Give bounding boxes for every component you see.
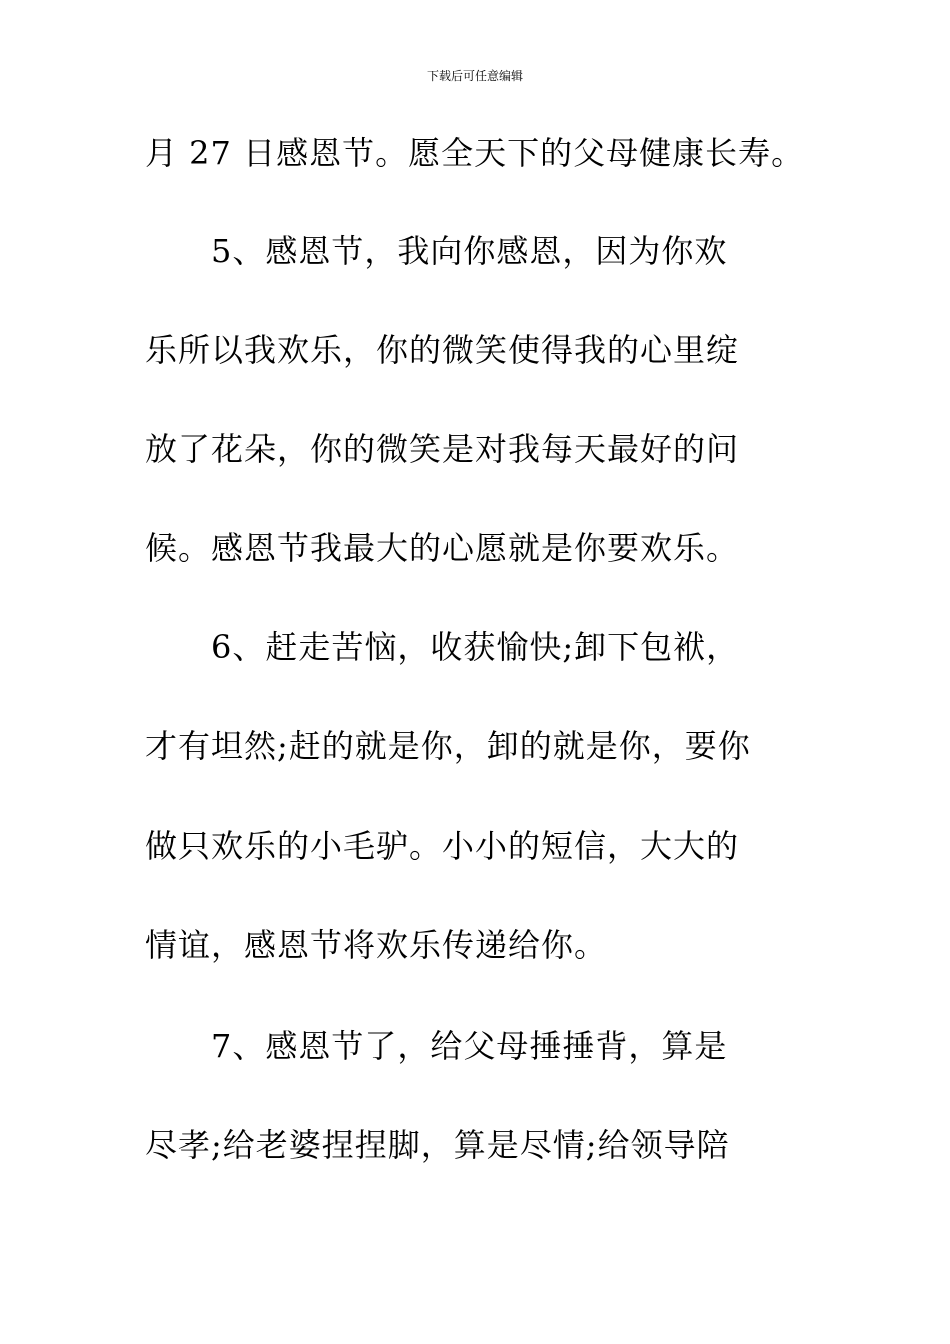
text-line: 才有坦然;赶的就是你，卸的就是你，要你 [145,727,751,765]
text-line: 做只欢乐的小毛驴。小小的短信，大大的 [145,827,740,865]
text-line: 7、感恩节了，给父母捶捶背，算是 [145,1027,728,1065]
text-line: 5、感恩节，我向你感恩，因为你欢 [145,232,728,270]
text-line: 候。感恩节我最大的心愿就是你要欢乐。 [145,529,740,567]
text-line: 乐所以我欢乐，你的微笑使得我的心里绽 [145,331,740,369]
text-line: 情谊，感恩节将欢乐传递给你。 [145,926,608,964]
header-note: 下载后可任意编辑 [426,69,523,83]
text-line: 尽孝;给老婆捏捏脚，算是尽情;给领导陪 [145,1126,730,1164]
text-line: 6、赶走苦恼，收获愉快;卸下包袱， [145,628,740,666]
text-line: 放了花朵，你的微笑是对我每天最好的问 [145,430,740,468]
text-line: 月 27 日感恩节。愿全天下的父母健康长寿。 [145,134,805,172]
